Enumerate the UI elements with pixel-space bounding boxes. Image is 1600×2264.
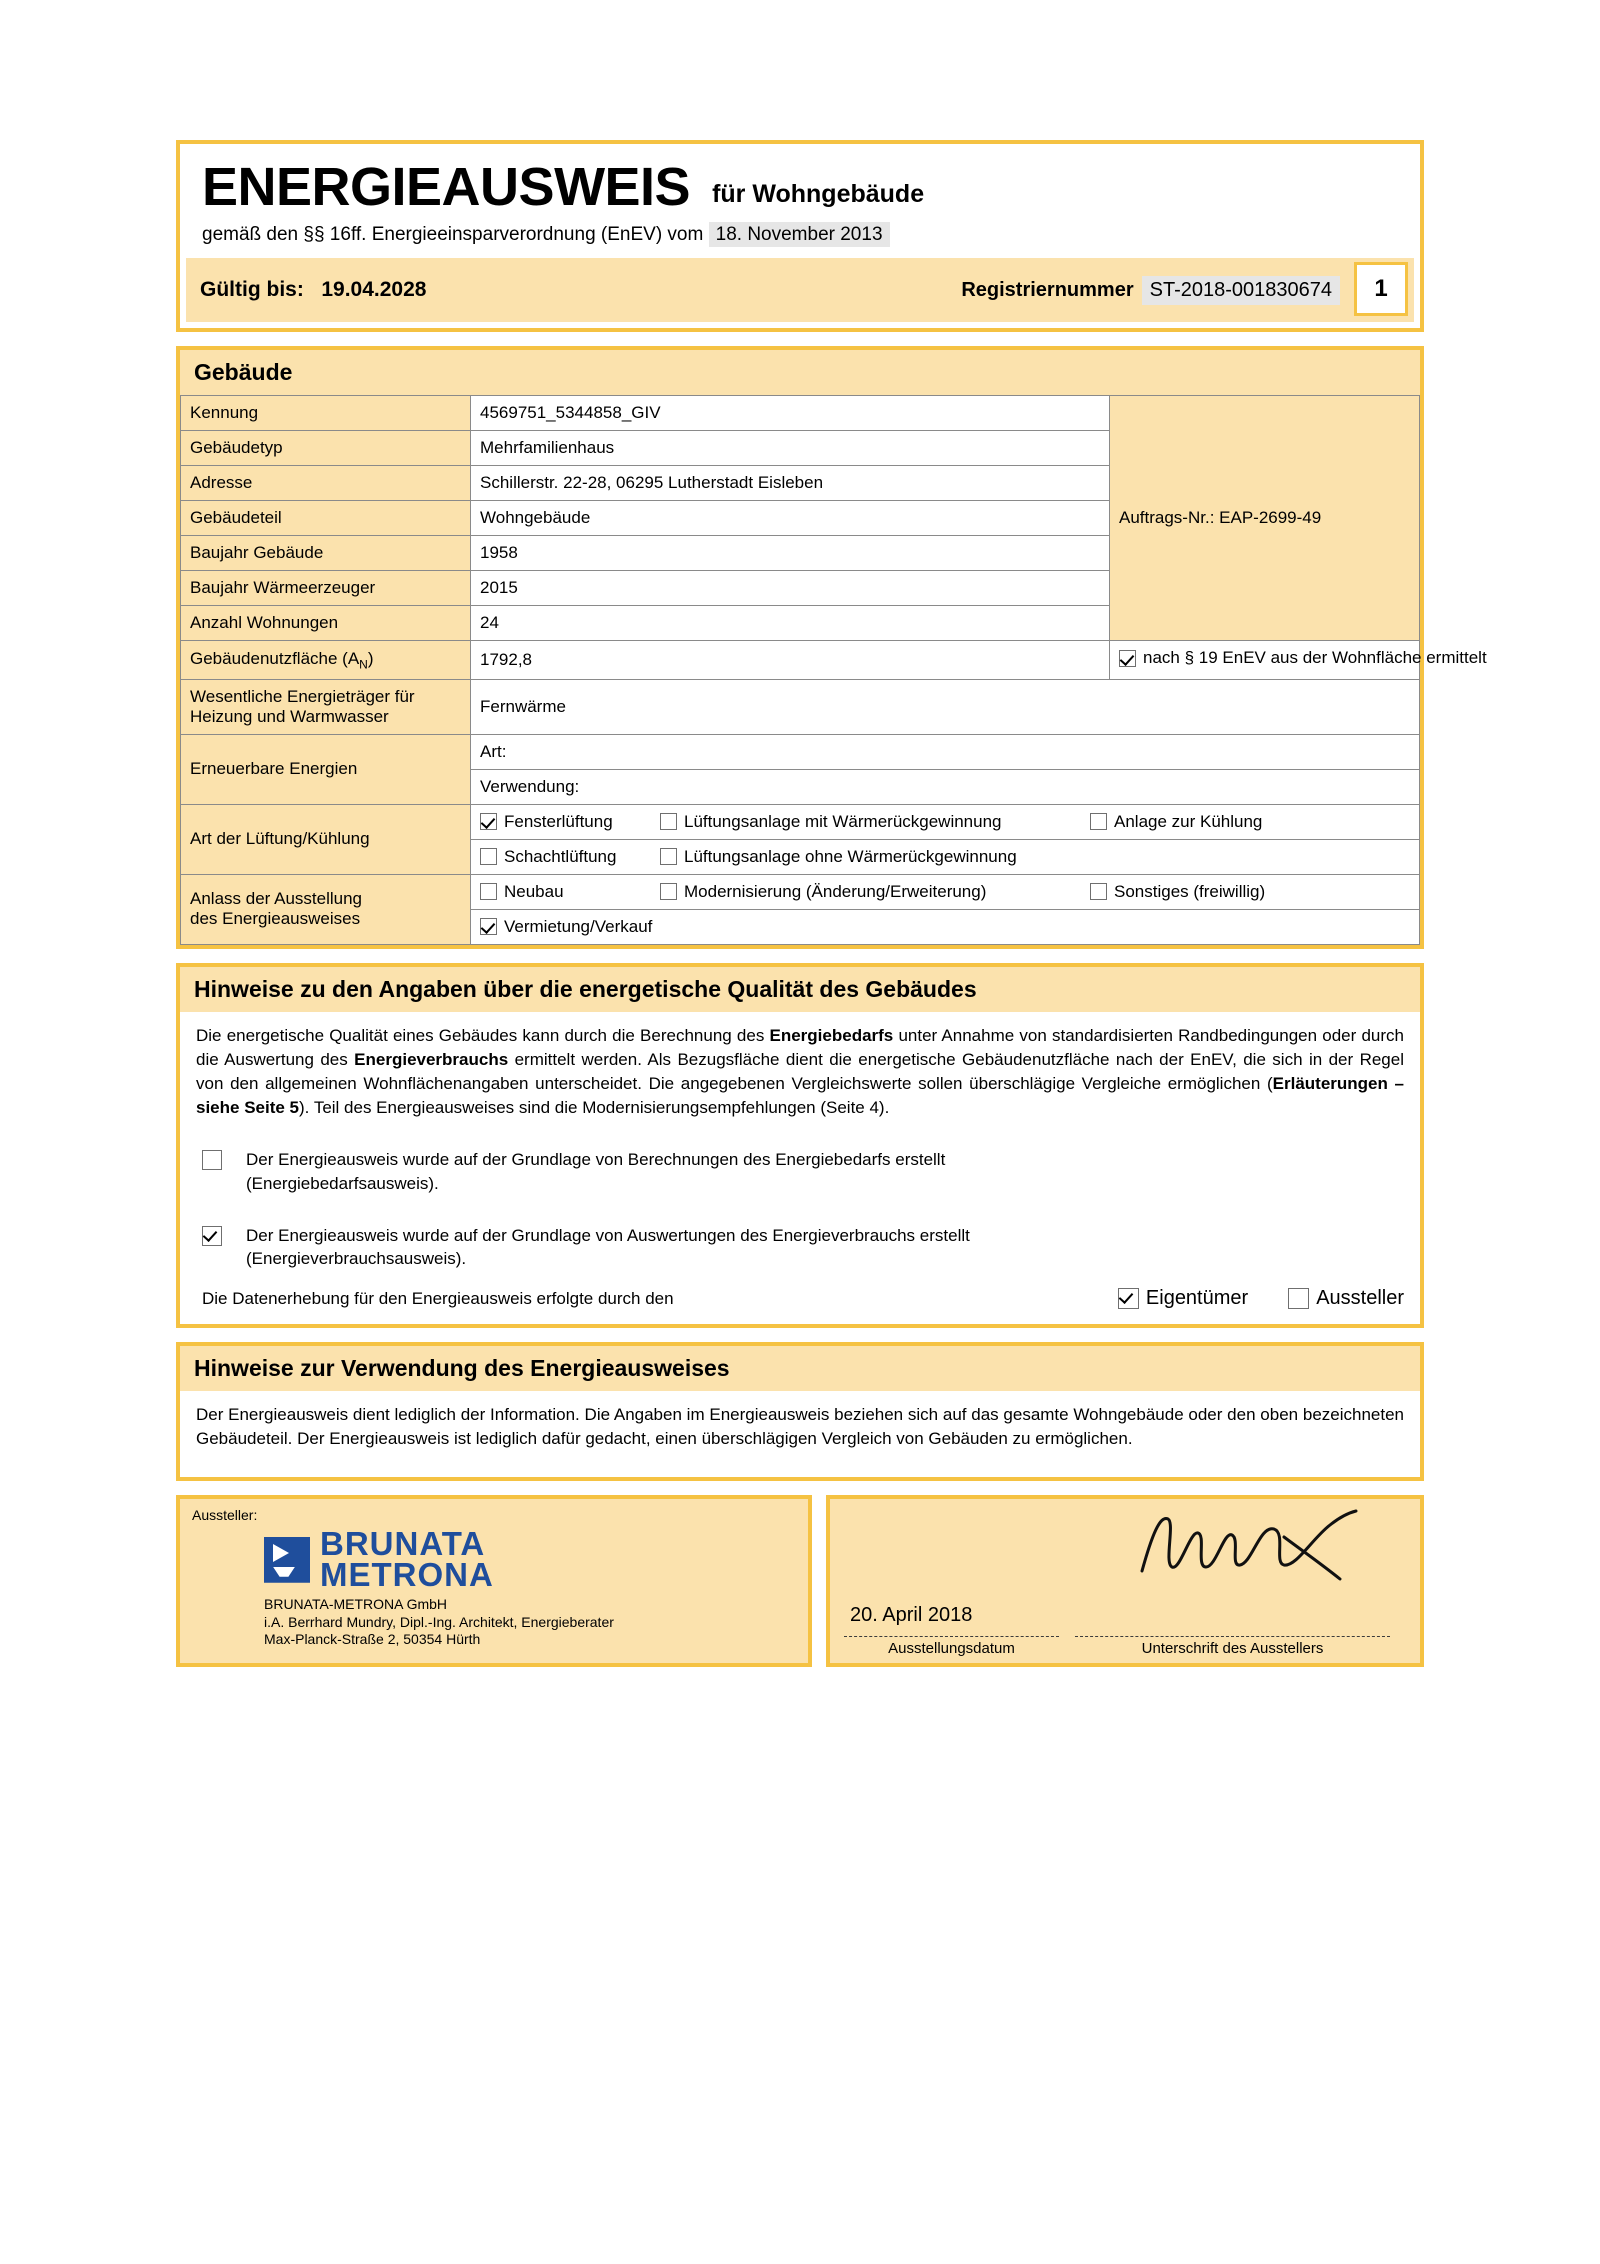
option-label: Neubau (504, 881, 564, 901)
logo-line1: BRUNATA (320, 1525, 486, 1563)
option-line1: Der Energieausweis wurde auf der Grundlage von Berechnungen des Energiebedarfs erstellt (246, 1150, 946, 1169)
logo-text (320, 1525, 494, 1593)
nutzflaeche-checkbox-line[interactable] (1119, 648, 1487, 668)
option-text (246, 1148, 945, 1196)
option-line2: (Energieverbrauchsausweis). (246, 1249, 467, 1269)
checkbox-wrap[interactable] (202, 1148, 246, 1174)
footer-block (176, 1495, 1424, 1667)
page-title: ENERGIEAUSWEIS (202, 157, 691, 217)
para-part: Die energetische Qualität eines Gebäudes kann durch die Berechnung des (196, 1025, 770, 1045)
street-address: Max-Planck-Straße 2, 50354 Hürth (264, 1631, 481, 1648)
page-number-box: 1 (1354, 262, 1408, 316)
header-block (176, 140, 1424, 332)
option-label: Lüftungsanlage ohne Wärmerückgewinnung (684, 846, 1017, 866)
row-label-baujahr-waermeerzeuger: Baujahr Wärmeerzeuger (181, 571, 471, 606)
aussteller-box (176, 1495, 812, 1667)
nutzflaeche-checkbox-label: nach § 19 EnEV aus der Wohnfläche ermittelt (1143, 648, 1487, 667)
row-label-adresse: Adresse (181, 466, 471, 501)
option-label: Fensterlüftung (504, 811, 613, 831)
option-lueftungsanlage-mit-wrg[interactable] (660, 812, 1090, 832)
lueftung-row2 (480, 847, 1410, 867)
hinweise-verwendung-paragraph: Der Energieausweis dient lediglich der Information. Die Angaben im Energieausweis beziehen sich auf das gesamte Wohngebäude oder den oben bezeichneten Gebäudeteil. Der Energieausweis ist lediglich dafür gedacht, einen überschlägigen Vergleich von Gebäuden zu ermöglichen. (196, 1405, 1404, 1449)
option-fensterlueftung[interactable] (480, 812, 660, 832)
option-sonstiges[interactable] (1090, 882, 1265, 902)
option-modernisierung[interactable] (660, 882, 1090, 902)
table-row-nutzflaeche (181, 641, 1420, 680)
signature-caption: Unterschrift des Ausstellers (1141, 1640, 1324, 1658)
validity-date: 19.04.2028 (321, 278, 427, 301)
nutzflaeche-label-pre: Gebäudenutzfläche (A (190, 648, 360, 668)
datenerhebung-text: Die Datenerhebung für den Energieausweis erfolgte durch den (202, 1288, 674, 1308)
para-part: unter Annahme von standardisierten Randbedingungen oder durch die Auswertung des (196, 1025, 1404, 1069)
row-label-gebaeudeteil: Gebäudeteil (181, 501, 471, 536)
option-energieverbrauchsausweis[interactable] (180, 1202, 1420, 1278)
aussteller-label: Aussteller: (192, 1507, 258, 1524)
registration-label: Registriernummer (961, 278, 1134, 301)
table-row (181, 396, 1420, 431)
option-vermietung-verkauf[interactable] (480, 917, 652, 937)
para-part: ermittelt werden. Als Bezugsfläche dient die energetische Gebäudenutzfläche nach der EnEV, die sich in der Regel von den allgemeinen Wohnflächenangaben unterscheidet. Die angegebenen Vergleichswerte sollen überschlägige Vergleiche ermöglichen ( (196, 1049, 1404, 1093)
table-row-anlass (181, 874, 1420, 909)
company-name: BRUNATA-METRONA GmbH (264, 1596, 448, 1613)
row-value-gebaeudetyp: Mehrfamilienhaus (471, 431, 1110, 466)
option-anlage-zur-kuehlung[interactable] (1090, 812, 1262, 832)
checkbox-icon[interactable] (660, 813, 677, 830)
row-label-anlass (181, 874, 471, 944)
row-label-energietraeger (181, 679, 471, 734)
row-value-adresse: Schillerstr. 22-28, 06295 Lutherstadt Eisleben (471, 466, 1110, 501)
row-value-gebaeudeteil: Wohngebäude (471, 501, 1110, 536)
checkbox-icon[interactable] (1090, 883, 1107, 900)
checkbox-icon[interactable] (480, 848, 497, 865)
checkbox-icon[interactable] (202, 1226, 222, 1246)
option-neubau[interactable] (480, 882, 660, 902)
erneuerbare-art-label: Art: (480, 741, 507, 761)
row-label-baujahr-gebaeude: Baujahr Gebäude (181, 536, 471, 571)
row-label-nutzflaeche (181, 641, 471, 680)
person-name: i.A. Berrhard Mundry, Dipl.-Ing. Architekt, Energieberater (264, 1613, 614, 1630)
erneuerbare-verwendung-label: Verwendung: (480, 776, 580, 796)
validity-info (200, 278, 426, 302)
anlass-options-row-2 (471, 909, 1420, 944)
logo-line2: METRONA (320, 1555, 494, 1593)
row-label-gebaeudetyp: Gebäudetyp (181, 431, 471, 466)
signature-line (1075, 1636, 1390, 1637)
checkbox-icon[interactable] (1090, 813, 1107, 830)
datenerhebung-row (180, 1277, 1420, 1324)
option-label: Modernisierung (Änderung/Erweiterung) (684, 881, 987, 901)
registration-info (961, 276, 1400, 305)
auftrags-nr-text: Auftrags-Nr.: EAP-2699-49 (1119, 508, 1322, 527)
para-part-bold: Energiebedarfs (769, 1025, 894, 1045)
option-label: Anlage zur Kühlung (1114, 811, 1263, 831)
anlass-label-line2: des Energieausweises (190, 909, 361, 928)
date-line (844, 1636, 1059, 1637)
law-date: 18. November 2013 (709, 222, 890, 247)
nutzflaeche-label-sub: N (359, 656, 368, 671)
option-label: Aussteller (1316, 1287, 1404, 1310)
option-text (246, 1224, 970, 1272)
energietraeger-label-line1: Wesentliche Energieträger für (190, 686, 415, 706)
law-prefix: gemäß den §§ 16ff. Energieeinsparverordnung (EnEV) vom (202, 224, 704, 245)
ausstellungsdatum-value: 20. April 2018 (850, 1604, 973, 1627)
registration-number: ST-2018-001830674 (1142, 276, 1340, 305)
aussteller-address (264, 1596, 796, 1649)
table-row-energietraeger (181, 679, 1420, 734)
option-line2: (Energiebedarfsausweis). (246, 1173, 439, 1193)
checkbox-icon[interactable] (1288, 1288, 1309, 1309)
para-part-bold: Energieverbrauchs (354, 1049, 509, 1069)
lueftung-row1 (480, 812, 1410, 832)
table-row-erneuerbare-art (181, 734, 1420, 769)
gebaeude-table (180, 395, 1487, 945)
anlass-label-line1: Anlass der Ausstellung (190, 889, 362, 908)
signature-icon (1134, 1505, 1364, 1591)
option-aussteller[interactable] (1288, 1287, 1404, 1310)
para-part-bold: Erläuterungen – siehe Seite 5 (196, 1073, 1405, 1117)
ausstellungsdatum-caption: Ausstellungsdatum (888, 1640, 1015, 1658)
option-energiebedarfsausweis[interactable] (180, 1130, 1420, 1202)
erneuerbare-verwendung-cell (471, 769, 1420, 804)
checkbox-icon[interactable] (660, 848, 677, 865)
row-label-erneuerbare: Erneuerbare Energien (181, 734, 471, 804)
checkbox-icon[interactable] (480, 813, 497, 830)
checkbox-wrap[interactable] (202, 1224, 246, 1250)
law-reference (180, 214, 1420, 254)
option-line1: Der Energieausweis wurde auf der Grundlage von Auswertungen des Energieverbrauchs erstellt (246, 1225, 970, 1245)
row-label-lueftung: Art der Lüftung/Kühlung (181, 804, 471, 874)
checkbox-icon[interactable] (660, 883, 677, 900)
signature-box (826, 1495, 1424, 1667)
lueftung-options-row-1 (471, 804, 1420, 839)
row-value-energietraeger: Fernwärme (471, 679, 1420, 734)
auftrags-nr-cell (1110, 396, 1420, 641)
logo-icon (264, 1537, 310, 1583)
hinweise-qualitaet-paragraph (180, 1012, 1420, 1131)
row-value-anzahl-wohnungen: 24 (471, 606, 1110, 641)
hinweise-verwendung-heading: Hinweise zur Verwendung des Energieausweises (180, 1346, 1420, 1391)
option-label: Lüftungsanlage mit Wärmerückgewinnung (684, 811, 1002, 831)
title-row (180, 144, 1420, 217)
row-value-kennung: 4569751_5344858_GIV (471, 396, 1110, 431)
nutzflaeche-checkbox-cell[interactable] (1110, 641, 1487, 680)
hinweise-qualitaet-heading: Hinweise zu den Angaben über die energetische Qualität des Gebäudes (180, 967, 1420, 1012)
checkbox-icon[interactable] (1119, 650, 1136, 667)
energietraeger-label-line2: Heizung und Warmwasser (190, 706, 389, 726)
para-part: ). Teil des Energieausweises sind die Modernisierungsempfehlungen (Seite 4). (299, 1097, 890, 1117)
gebaeude-section (176, 346, 1487, 949)
row-label-anzahl-wohnungen: Anzahl Wohnungen (181, 606, 471, 641)
checkbox-icon[interactable] (480, 918, 497, 935)
hinweise-qualitaet-section (176, 963, 1424, 1329)
checkbox-icon[interactable] (202, 1150, 222, 1170)
option-schachtlueftung[interactable] (480, 847, 660, 867)
energieausweis-sheet (176, 140, 1487, 1667)
option-label: Vermietung/Verkauf (504, 916, 653, 936)
gebaeude-heading: Gebäude (180, 350, 1420, 395)
checkbox-icon[interactable] (480, 883, 497, 900)
option-label: Eigentümer (1145, 1287, 1249, 1310)
anlass-row1 (480, 882, 1410, 902)
validity-row (186, 258, 1414, 322)
erneuerbare-art-cell (471, 734, 1420, 769)
option-lueftungsanlage-ohne-wrg[interactable] (660, 847, 1017, 867)
option-eigentuemer[interactable] (1118, 1287, 1248, 1310)
checkbox-icon[interactable] (1118, 1288, 1139, 1309)
row-value-baujahr-waermeerzeuger: 2015 (471, 571, 1110, 606)
row-value-nutzflaeche: 1792,8 (471, 641, 1110, 680)
page-subtitle: für Wohngebäude (712, 180, 925, 208)
option-label: Sonstiges (freiwillig) (1114, 881, 1266, 901)
brunata-metrona-logo (264, 1525, 796, 1593)
row-value-baujahr-gebaeude: 1958 (471, 536, 1110, 571)
option-label: Schachtlüftung (504, 846, 617, 866)
lueftung-options-row-2 (471, 839, 1420, 874)
row-label-kennung: Kennung (181, 396, 471, 431)
anlass-row2 (480, 917, 1410, 937)
nutzflaeche-label-post: ) (367, 648, 374, 668)
anlass-options-row-1 (471, 874, 1420, 909)
hinweise-verwendung-section (176, 1342, 1424, 1481)
validity-label: Gültig bis: (200, 278, 304, 301)
table-row-lueftung (181, 804, 1420, 839)
